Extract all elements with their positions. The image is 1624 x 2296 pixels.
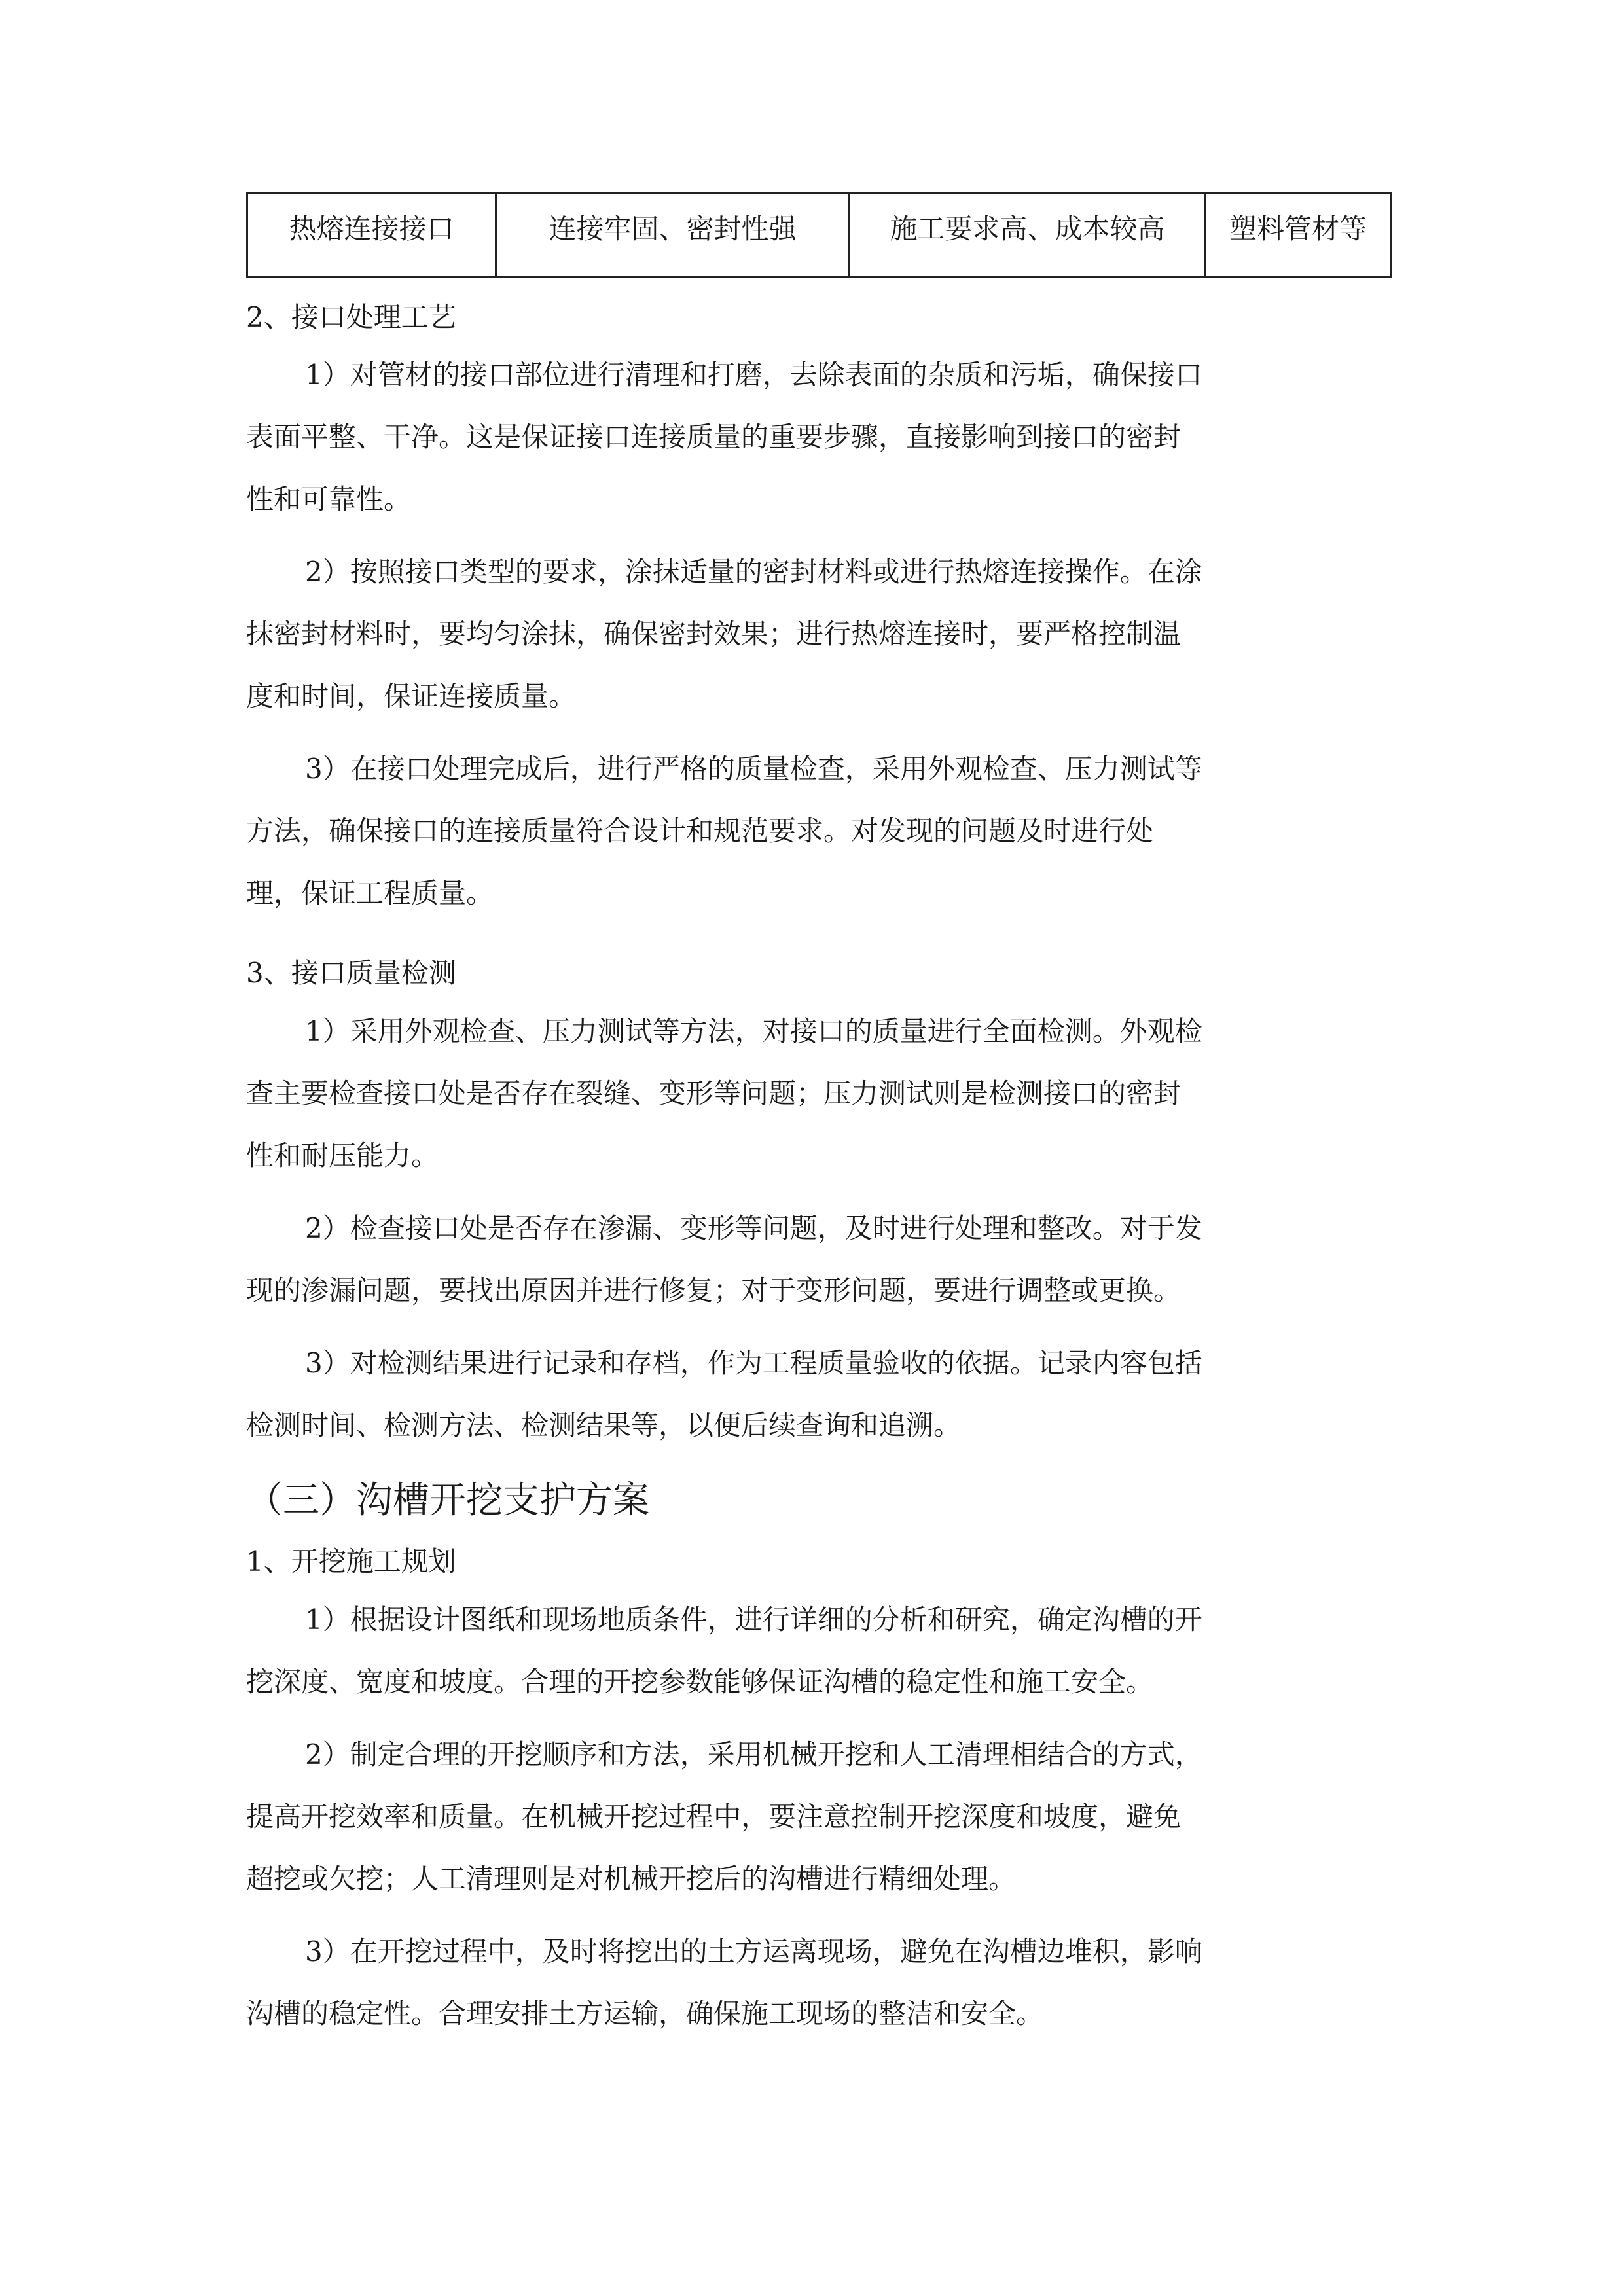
paragraph-line: 查主要检查接口处是否存在裂缝、变形等问题；压力测试则是检测接口的密封 (246, 1077, 1182, 1109)
paragraph-line: 3）在开挖过程中，及时将挖出的土方运离现场，避免在沟槽边堆积，影响 (305, 1935, 1202, 1967)
table-row (247, 194, 1391, 277)
paragraph-line: 性和耐压能力。 (246, 1139, 439, 1172)
chapter-heading-trench-excavation: （三）沟槽开挖支护方案 (246, 1479, 649, 1522)
paragraph-line: 2）检查接口处是否存在渗漏、变形等问题，及时进行处理和整改。对于发 (305, 1212, 1202, 1244)
table-cell-advantages: 连接牢固、密封性强 (496, 194, 850, 277)
paragraph-line: 3）在接口处理完成后，进行严格的质量检查，采用外观检查、压力测试等 (305, 753, 1202, 785)
paragraph-line: 1）根据设计图纸和现场地质条件，进行详细的分析和研究，确定沟槽的开 (305, 1604, 1202, 1636)
joint-type-table (246, 192, 1392, 278)
paragraph-line: 1）对管材的接口部位进行清理和打磨，去除表面的杂质和污垢，确保接口 (305, 359, 1202, 391)
paragraph-line: 表面平整、干净。这是保证接口连接质量的重要步骤，直接影响到接口的密封 (246, 421, 1182, 453)
paragraph-line: 2）按照接口类型的要求，涂抹适量的密封材料或进行热熔连接操作。在涂 (305, 556, 1202, 588)
paragraph-line: 度和时间，保证连接质量。 (246, 680, 577, 712)
table-cell-disadvantages: 施工要求高、成本较高 (850, 194, 1206, 277)
table-cell-joint-type: 热熔连接接口 (247, 194, 496, 277)
paragraph-line: 提高开挖效率和质量。在机械开挖过程中，要注意控制开挖深度和坡度，避免 (246, 1801, 1182, 1833)
paragraph-line: 性和可靠性。 (246, 483, 412, 515)
section-heading-quality-inspection: 3、接口质量检测 (246, 957, 456, 989)
section-heading-joint-process: 2、接口处理工艺 (246, 301, 456, 333)
paragraph-line: 方法，确保接口的连接质量符合设计和规范要求。对发现的问题及时进行处 (246, 815, 1154, 847)
paragraph-line: 抹密封材料时，要均匀涂抹，确保密封效果；进行热熔连接时，要严格控制温 (246, 618, 1182, 650)
paragraph-line: 3）对检测结果进行记录和存档，作为工程质量验收的依据。记录内容包括 (305, 1347, 1202, 1379)
paragraph-line: 2）制定合理的开挖顺序和方法，采用机械开挖和人工清理相结合的方式， (305, 1738, 1202, 1770)
paragraph-line: 挖深度、宽度和坡度。合理的开挖参数能够保证沟槽的稳定性和施工安全。 (246, 1666, 1154, 1698)
paragraph-line: 沟槽的稳定性。合理安排土方运输，确保施工现场的整洁和安全。 (246, 1998, 1044, 2030)
section-heading-excavation-planning: 1、开挖施工规划 (246, 1545, 456, 1577)
paragraph-line: 现的渗漏问题，要找出原因并进行修复；对于变形问题，要进行调整或更换。 (246, 1274, 1182, 1306)
paragraph-line: 检测时间、检测方法、检测结果等，以便后续查询和追溯。 (246, 1409, 962, 1441)
paragraph-line: 超挖或欠挖；人工清理则是对机械开挖后的沟槽进行精细处理。 (246, 1863, 1017, 1895)
paragraph-line: 1）采用外观检查、压力测试等方法，对接口的质量进行全面检测。外观检 (305, 1015, 1202, 1047)
paragraph-line: 理，保证工程质量。 (246, 877, 494, 909)
table-cell-applicable-pipes: 塑料管材等 (1206, 194, 1391, 277)
